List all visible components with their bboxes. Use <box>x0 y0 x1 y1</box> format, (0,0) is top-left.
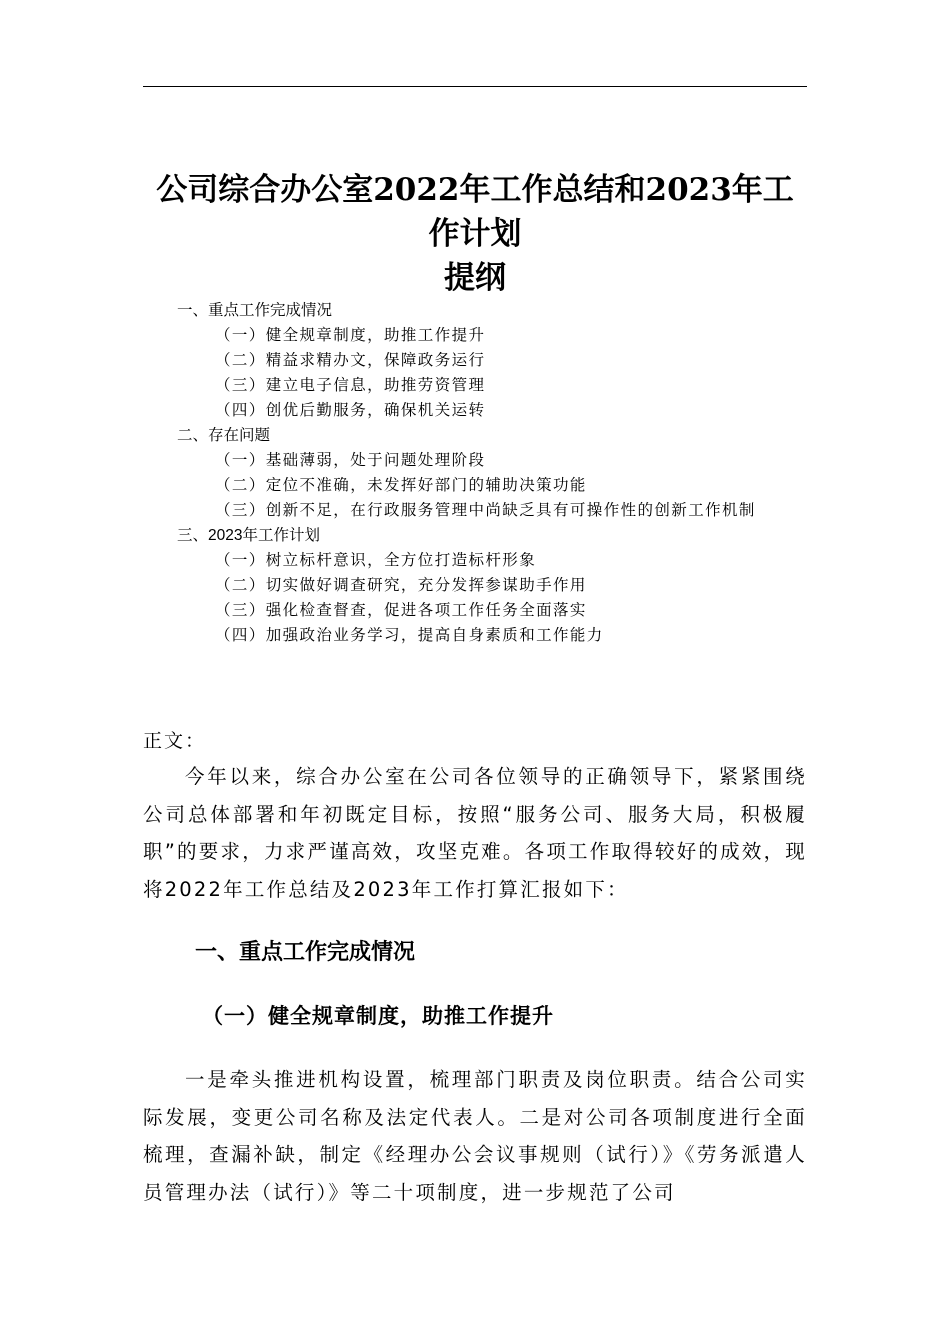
body-label: 正文： <box>143 730 207 752</box>
outline-item: （三）创新不足，在行政服务管理中尚缺乏具有可操作性的创新工作机制 <box>215 501 756 519</box>
outline-section-heading: 二、存在问题 <box>177 427 271 444</box>
subsection-heading: （一）健全规章制度，助推工作提升 <box>202 1003 554 1028</box>
outline <box>143 298 807 648</box>
document-title-line-1: 公司综合办公室2022年工作总结和2023年工 <box>156 172 794 208</box>
body-paragraph: 一是牵头推进机构设置，梳理部门职责及岗位职责。结合公司实际发展，变更公司名称及法定代表人。二是对公司各项制度进行全面梳理，查漏补缺，制定《经理办公会议事规则（试行）》《劳务派遣人员管理办法（试行）》等二十项制度，进一步规范了公司 <box>143 1068 807 1204</box>
intro-paragraph: 今年以来，综合办公室在公司各位领导的正确领导下，紧紧围绕公司总体部署和年初既定目标，按照“服务公司、服务大局，积极履职”的要求，力求严谨高效，攻坚克难。各项工作取得较好的成效，现将2022年工作总结及2023年工作打算汇报如下： <box>143 765 807 901</box>
outline-section-heading: 一、重点工作完成情况 <box>177 302 333 319</box>
section-heading: 一、重点工作完成情况 <box>195 939 416 964</box>
outline-section-heading: 三、2023年工作计划 <box>177 527 320 544</box>
document-title-line-2: 作计划 <box>428 216 522 252</box>
header-rule <box>143 86 807 87</box>
outline-item: （三）建立电子信息，助推劳资管理 <box>215 376 486 394</box>
outline-item: （一）树立标杆意识，全方位打造标杆形象 <box>215 551 537 569</box>
outline-item: （二）切实做好调查研究，充分发挥参谋助手作用 <box>215 576 587 594</box>
outline-item: （一）基础薄弱，处于问题处理阶段 <box>215 451 486 469</box>
outline-item: （四）加强政治业务学习，提高自身素质和工作能力 <box>215 626 604 644</box>
outline-item: （二）精益求精办文，保障政务运行 <box>215 351 486 369</box>
outline-item: （二）定位不准确，未发挥好部门的辅助决策功能 <box>215 476 587 494</box>
outline-item: （三）强化检查督查，促进各项工作任务全面落实 <box>215 601 587 619</box>
outline-item: （四）创优后勤服务，确保机关运转 <box>215 401 486 419</box>
document-subtitle: 提纲 <box>444 260 506 296</box>
outline-item: （一）健全规章制度，助推工作提升 <box>215 326 486 344</box>
